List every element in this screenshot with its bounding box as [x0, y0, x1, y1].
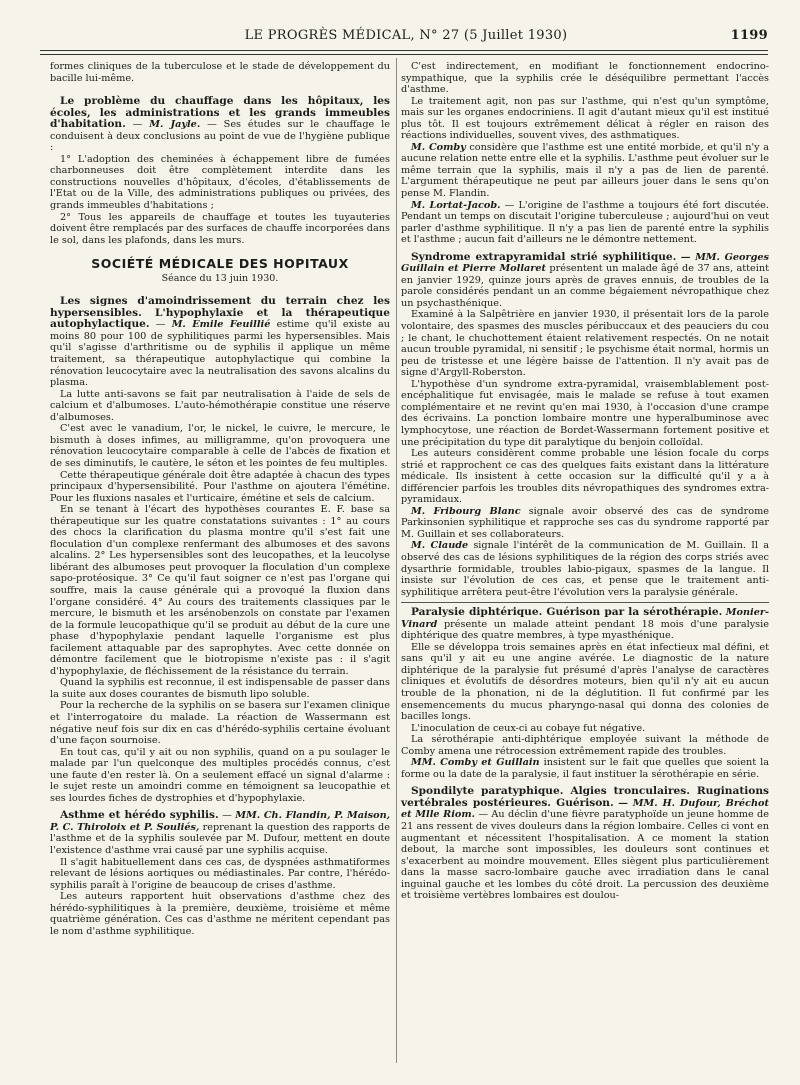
article-signes: Les signes d'amoindrissement du terrain chez les hypersensibles. L'hypophylaxie et la thérapeutique autophylactique. — M. Emile Feuillié estime qu'il existe au moins 80 pour 100 de syphilitiques parmi les hypersensibles. Mais qu'il s'agisse d'arthritisme ou de syphilis il applique un même traitement, sa thérapeutique autophylactique qui combine la rénovation leucocytaire avec la neutralisation des savons alcalins du plasma. — [50, 295, 390, 389]
paragraph: Quand la syphilis est reconnue, il est indispensable de passer dans la suite aux doses courantes de bismuth lipo soluble. — [50, 677, 390, 700]
paragraph: La lutte anti-savons se fait par neutralisation à l'aide de sels de calcium et d'albumoses. L'auto-hémothérapie constitue une réserve d'albumoses. — [50, 388, 390, 423]
paragraph: présentent un malade âgé de 37 ans, atteint en janvier 1929, quinze jours après de graves ennuis, de troubles de la parole considérés pendant un an comme bégaiement névropathique chez un psychasthénique. — [401, 263, 769, 309]
speaker-name: M. Claude — [411, 540, 469, 552]
column-divider — [396, 58, 397, 1063]
article-intro: — Ses études sur le chauffage le conduisent à deux conclusions au point de vue de l'hygiène publique : — [50, 119, 390, 154]
session-date: Séance du 13 juin 1930. — [161, 272, 279, 284]
article-chauffage: Le problème du chauffage dans les hôpitaux, les écoles, les administrations et les grands immeubles d'habitation. — M. Jayle. — Ses études sur le chauffage le conduisent à deux conclusions au point de vue de l'hygiène publique : — [50, 95, 390, 154]
paragraph: Cette thérapeutique générale doit être adaptée à chacun des types principaux d'hypersensibilité. Pour l'asthme on ajoutera l'émétine. Pour les fluxions nasales et l'urticaire, émétine et sels de calcium. — [50, 469, 390, 504]
article-author: M. Emile Feuillié — [171, 319, 271, 331]
paragraph-text: signale avoir observé des cas de syndrome Parkinsonien syphilitique et rapproche ses cas du syndrome rapporté par M. Guillain et ses collaborateurs. — [401, 505, 769, 540]
paragraph: reprenant la question des rapports de l'asthme et de la syphilis soulevée par M. Dufour, mettent en doute l'existence d'asthme vrai causé par une syphilis acquise. — [50, 821, 390, 856]
article-syndrome — [401, 252, 769, 310]
paragraph: 2° Tous les appareils de chauffage et toutes les tuyauteries doivent être remplacés par des surfaces de chauffe incorporées dans le sol, dans les plafonds, dans les murs. — [50, 211, 390, 246]
paragraph: C'est indirectement, en modifiant le fonctionnement endocrino-sympathique, que la syphilis crée le déséquilibre permettant l'accès d'asthme. — [401, 61, 769, 96]
paragraph: L'hypothèse d'un syndrome extra-pyramidal, vraisemblablement post-encéphalitique fut envisagée, mais le malade se refuse à tout examen complémentaire et ne revint qu'en mai 1930, à l'occasion d'une crampe des écrivains. La ponction lombaire montre une hyperalbuminose avec lymphocytose, une réaction de Bordet-Wassermann fortement positive et une précipitation du type dit paralytique du benjoin colloïdal. — [401, 378, 769, 448]
section-title: SOCIÉTÉ MÉDICALE DES HOPITAUX — [91, 256, 349, 272]
article-heading: Les signes d'amoindrissement du terrain chez les hypersensibles. L'hypophylaxie et la thérapeutique autophylactique. — [50, 295, 390, 331]
paragraph: Les auteurs considèrent comme probable une lésion focale du corps strié et rapprochent ce cas des quelques faits existant dans la littérature médicale. Ils insistent à cette occasion sur la difficulté qu'il y a à différencier parfois les troubles dits névropathiques des syndromes extra-pyramidaux. — [401, 448, 769, 506]
paragraph: estime qu'il existe au moins 80 pour 100 de syphilitiques parmi les hypersensibles. Mais qu'il s'agisse d'arthritisme ou de syphilis il applique un même traitement, sa thérapeutique autophylactique qui combine la rénovation leucocytaire avec la neutralisation des savons alcalins du plasma. — [50, 319, 390, 389]
paragraph-text: — L'origine de l'asthme a toujours été fort discutée. Pendant un temps on discutait l'origine tuberculeuse ; aujourd'hui on veut parler d'asthme syphilitique. Il n'y a pas lien de parenté entre la syphilis et l'asthme ; aucun fait d'ailleurs ne le démontre nettement. — [401, 199, 769, 246]
continued-paragraph: formes cliniques de la tuberculose et le stade de développement du bacille lui-même. — [50, 61, 390, 84]
article-authors: MM. Ch. Flandin, P. Maison, P. C. Thiroloix et P. Souliés, — [50, 810, 390, 833]
paragraph: présente un malade atteint pendant 18 mois d'une paralysie diphtérique des quatre membres, à type myasthénique. — [401, 618, 769, 642]
journal-title: LE PROGRÈS MÉDICAL, N° 27 (5 Juillet 1930) — [244, 28, 568, 43]
paragraph: Le traitement agit, non pas sur l'asthme, qui n'est qu'un symptôme, mais sur les organes endocriniens. Il agit d'autant mieux qu'il est institué plus tôt. Il est toujours extrêmement délicat à régler en raison des réactions individuelles, souvent vives, des asthmatiques. — [401, 95, 769, 142]
speaker-name: MM. Comby et Guillain — [411, 757, 540, 769]
right-column — [401, 61, 769, 902]
article-heading: Syndrome extrapyramidal strié syphilitique. — [411, 250, 677, 263]
paragraph: Elle se développa trois semaines après en état infectieux mal défini, et sans qu'il y ait eu une angine avérée. Le diagnostic de la nature diphtérique de la paralysie fut présumé d'après l'analyse de caractères cliniques et évolutifs de désordres moteurs, bien qu'il n'y ait eu aucun trouble de la phonation, ni de la déglutition. Il fut confirmé par les ensemencements du mucus pharyngo-nasal qui donna des colonies de bacilles longs. — [401, 641, 769, 723]
article-heading: Le problème du chauffage dans les hôpitaux, les écoles, les administrations et les grands immeubles d'habitation. — [50, 95, 390, 131]
paragraph: La sérothérapie anti-diphtérique employée suivant la méthode de Comby amena une rétrocession extrêmement rapide des troubles. — [401, 734, 769, 757]
paragraph: C'est avec le vanadium, l'or, le nickel, le cuivre, le mercure, le bismuth à doses infimes, au milligramme, qu'on provoquera une rénovation leucocytaire comparable à celle de l'abcès de fixation et de ses diminutifs, le cautère, le séton et les pointes de feu multiples. — [50, 423, 390, 469]
paragraph-text: signale l'intérêt de la communication de M. Guillain. Il a observé des cas de lésions syphilitiques de la région des corps striés avec dysarthrie formidable, troubles labio-pigaux, spasmes de la langue. Il insiste sur l'évolution de ces cas, et pense que le traitement anti-syphilitique arrêtera peut-être l'évolution vers la paralysie générale. — [401, 540, 769, 598]
article-author: M. Jayle. — [149, 119, 201, 131]
paragraph: 1° L'adoption des cheminées à échappement libre de fumées charbonneuses doit être complètement interdite dans les constructions nouvelles d'hôpitaux, d'écoles, d'établissements de l'Etat ou de la Ville, des administrations publiques ou privées, des grands immeubles d'habitations ; — [50, 153, 390, 212]
article-authors: — MM. Georges Guillain et Pierre Mollaret — [401, 251, 769, 275]
paragraph: Les auteurs rapportent huit observations d'asthme chez des hérédo-syphilitiques à la première, deuxième, troisième et même quatrième génération. Ces cas d'asthme ne méritent cependant pas le nom d'asthme syphilitique. — [50, 891, 390, 937]
paragraph: En se tenant à l'écart des hypothèses courantes E. F. base sa thérapeutique sur les quatre constatations suivantes : 1° au cours des chocs la clarification du plasma montre qu'il s'est fait une floculation d'un complexe renfermant des albumoses et des savons alcalins. 2° Les hypersensibles sont des leucopathes, et la leucolyse libérant des albumoses peut provoquer la floculation d'un complexe sapo-protéosique. 3° Ce qu'il faut soigner ce n'est pas l'organe qui souffre, mais la cause générale qui a provoqué la fluxion dans l'organe considéré. 4° Au cours des traitements classiques par le mercure, le bismuth et les arsénobenzols on constate par l'examen de la formule leucopathique qu'il se produit au début de la cure une phase d'hypophylaxie pendant laquelle l'organisme est plus facilement attaquable par des saprophytes. Avec cette donnée on démontre facilement que le biotropisme n'existe pas : il s'agit d'hypophylaxie, de fléchissement de la résistance du terrain. — [50, 504, 390, 677]
paragraph-claude — [401, 540, 769, 598]
article-heading: Asthme et hérédo syphilis. — [60, 809, 219, 822]
running-header — [44, 28, 768, 46]
paragraph-fribourg — [401, 506, 769, 541]
paragraph-text: insistent sur le fait que quelles que soient la forme ou la date de la paralysie, il faut instituer la sérothérapie en série. — [401, 757, 769, 780]
header-rule-double — [40, 54, 768, 55]
article-paralysie — [401, 607, 769, 642]
page-number: 1199 — [730, 28, 768, 43]
article-separator — [401, 602, 769, 603]
article-asthme: Asthme et hérédo syphilis. — MM. Ch. Flandin, P. Maison, P. C. Thiroloix et P. Souliés, reprenant la question des rapports de l'asthme et de la syphilis soulevée par M. Dufour, mettent en doute l'existence d'asthme vrai causé par une syphilis acquise. — [50, 809, 390, 856]
paragraph-mm — [401, 757, 769, 780]
article-spondylite — [401, 786, 769, 901]
paragraph-text: considère que l'asthme est une entité morbide, et qu'il n'y a aucune relation nette entre elle et la syphilis. L'asthme peut évoluer sur le même terrain que la syphilis, mais il n'y a pas de lien de parenté. L'argument thérapeutique ne peut par ailleurs jouer dans le sens qu'on pense M. Flandin. — [401, 141, 769, 200]
paragraph: Il s'agit habituellement dans ces cas, de dyspnées asthmatiformes relevant de lésions aortiques ou médiastinales. Par contre, l'hérédo-syphilis paraît à l'origine de beaucoup de crises d'asthme. — [50, 856, 390, 891]
left-column — [50, 61, 390, 937]
paragraph: Pour la recherche de la syphilis on se basera sur l'examen clinique et l'interrogatoire du malade. La réaction de Wassermann est négative neuf fois sur dix en cas d'hérédo-syphilis certaine évoluant d'une façon sournoise. — [50, 700, 390, 747]
paragraph: — Au déclin d'une fièvre paratyphoïde un jeune homme de 21 ans ressent de vives douleurs dans la région lombaire. Celles ci vont en augmentant et nécessitent l'hospitalisation. A ce moment la station debout, la marche sont impossibles, les douleurs sont continues et s'exacerbent au moindre mouvement. Elles siègent plus particulièrement dans la masse sacro-lombaire gauche avec irradiation dans le canal inguinal gauche et les lombes du côté droit. La percussion des deuxième et troisième vertèbres lombaires est doulou- — [401, 809, 769, 902]
speaker-name: M. Lortat-Jacob. — [411, 199, 501, 211]
paragraph: En tout cas, qu'il y ait ou non syphilis, quand on a pu soulager le malade par l'un quelconque des multiples procédés connus, c'est une faute d'en rester là. On a seulement effacé un signal d'alarme : le sujet reste un amoindri comme en témoignent sa leucopathie et ses lourdes fiches de dystrophies et d'hypophylaxie. — [50, 746, 390, 804]
header-rule — [40, 50, 768, 51]
article-authors: — MM. H. Dufour, Bréchot et Mlle Riom. — [401, 797, 769, 821]
paragraph: L'inoculation de ceux-ci au cobaye fut négative. — [411, 722, 646, 734]
article-heading: Spondilyte paratyphique. Algies tronculaires. Ruginations vertébrales postérieures. Guérison. — [401, 785, 769, 809]
paragraph-lortat — [401, 200, 769, 246]
paragraph-comby — [401, 142, 769, 200]
speaker-name: M. Comby — [411, 141, 466, 153]
article-heading: Paralysie diphtérique. Guérison par la sérothérapie. — [411, 606, 723, 619]
speaker-name: M. Fribourg Blanc — [411, 505, 521, 517]
article-author: Monier-Vinard — [401, 607, 769, 630]
paragraph: Examiné à la Salpêtrière en janvier 1930, il présentait lors de la parole volontaire, des spasmes des muscles péribuccaux et des peauciers du cou ; le chant, le chuchottement étaient relativement respectés. On ne notait aucun trouble pyramidal, ni sensitif ; le psychisme était normal, hormis un peu de tristesse et une légère baisse de l'attention. Il n'y avait pas de signe d'Argyll-Roberston. — [401, 309, 769, 379]
